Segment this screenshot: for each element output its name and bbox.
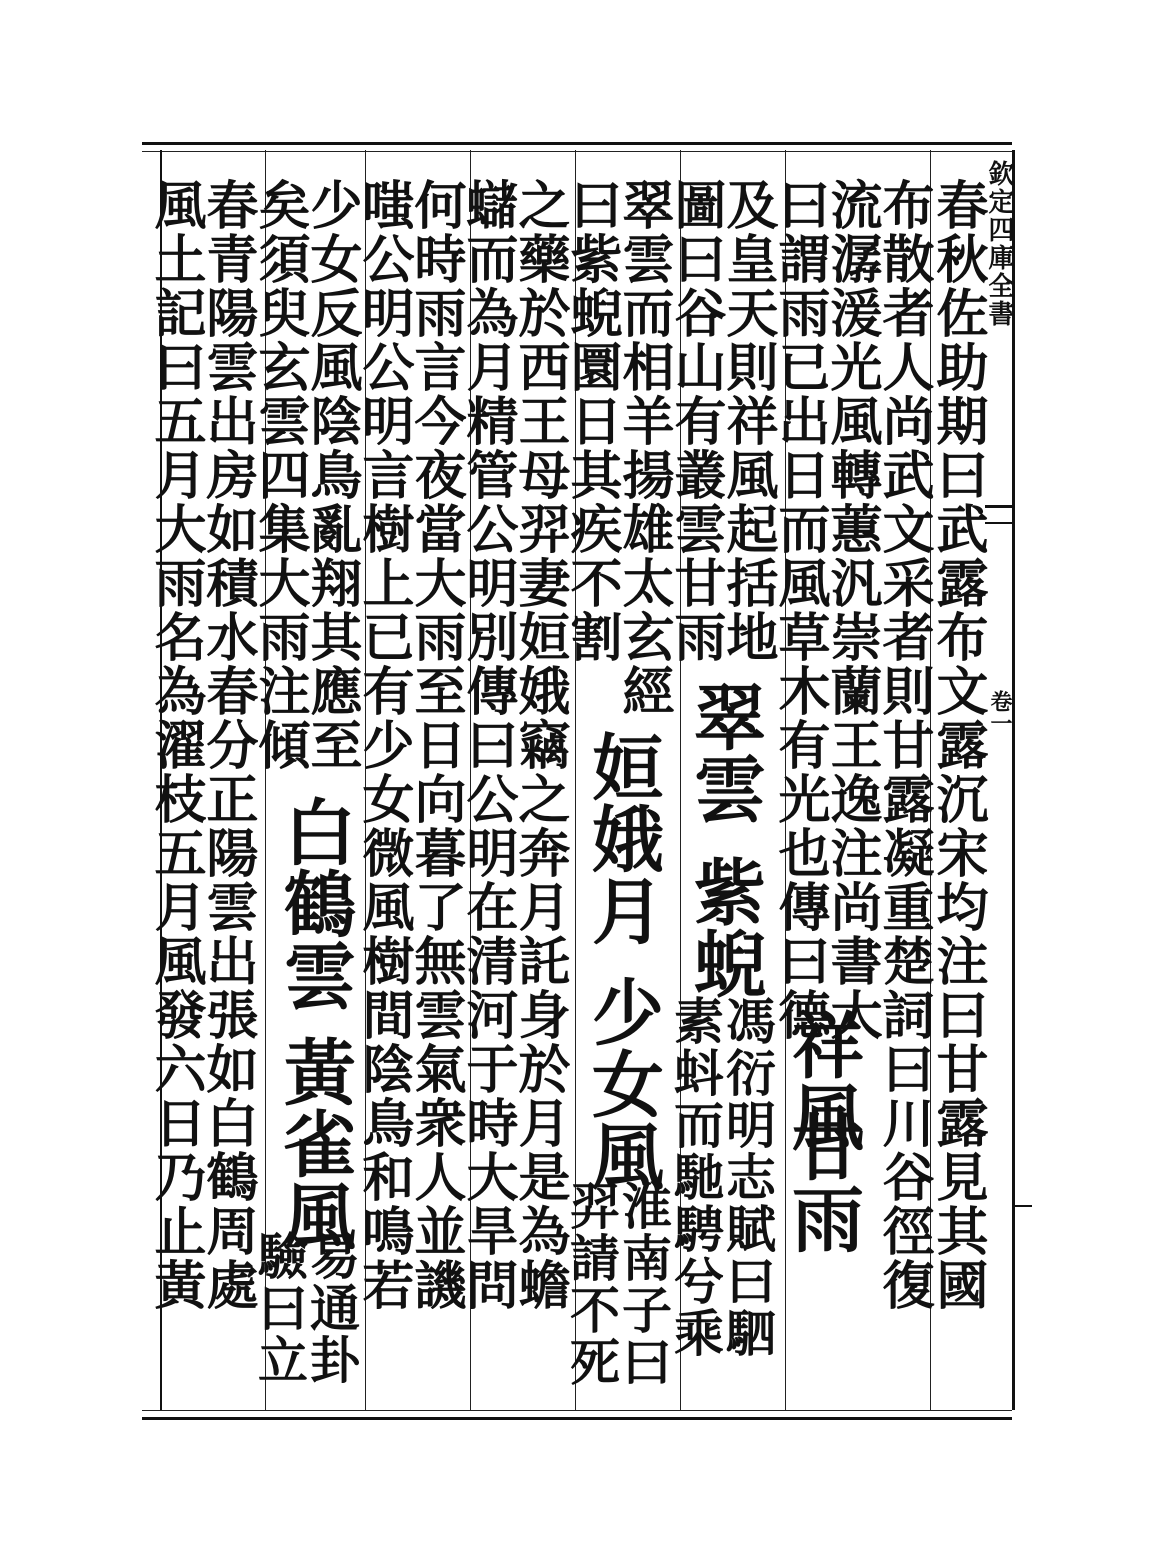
text-column-12 [354,178,412,1400]
column-text: 翠雲而相羊揚雄太玄經 [613,178,674,718]
column-text: 布散者人尚武文采者則甘露凝重楚詞曰川谷徑復 [873,178,934,1312]
right-frame-line [1012,150,1015,1410]
text-column-13-tail [302,1230,360,1400]
margin-tick-mark [1012,1205,1032,1207]
text-column-7-tail [614,1180,672,1400]
column-text-tail: 羿請不死 [562,1180,621,1388]
column-text: 少女反風陰鳥亂翔其應至 [301,178,362,772]
text-column-1 [928,178,986,1400]
text-column-11 [406,178,464,1400]
column-text: 圖曰谷山有叢雲甘雨 [665,178,726,664]
column-text-tail: 馮衍明志賦曰駟 [718,995,777,1359]
column-text-tail: 驗曰立 [250,1230,309,1386]
column-text: 流潺湲光風轉蕙汎崇蘭王逸注 [821,178,882,880]
bottom-border-rule [142,1410,1012,1420]
column-text: 之藥於西王母羿妻姮娥竊之奔月託身於月是為蟾 [509,178,570,1312]
column-text: 春秋佐助期曰武露布文露沉宋均注曰甘露見其國 [927,178,988,1312]
entry-heading-text: 紫蜺 [682,855,767,999]
column-text-tail: 傳曰德 [769,880,830,1042]
margin-book-title: 欽定四庫全書 [984,160,1014,328]
entry-heading-huangque-feng [272,1035,357,1255]
entry-heading-shaonü-feng [580,975,665,1195]
entry-heading-henge-yue [580,730,665,950]
text-column-5-tail [718,995,776,1395]
entry-heading-baihe-yun [272,795,357,1015]
text-column-16 [146,178,204,1400]
top-border-rule [142,142,1012,152]
text-column-6-tail [666,995,724,1395]
column-text-tail: 素蚪而馳騁兮乘 [666,995,725,1359]
column-text-tail: 淮南子曰 [614,1180,673,1388]
column-text: 矣須臾玄雲四集大雨注傾 [249,178,310,772]
column-text-tail: 易通卦 [302,1230,361,1386]
entry-heading-text: 姮娥月 [580,730,665,946]
text-column-8-tail [562,1180,620,1400]
margin-volume-label: 卷一 [987,690,1013,734]
entry-heading-ganyu [780,1110,865,1260]
column-text: 曰紫蜺圜日其疾不割 [561,178,622,664]
entry-heading-text: 白鶴雲 [272,795,357,1011]
entry-heading-cuiyun [682,680,767,830]
text-column-15 [198,178,256,1400]
text-column-2 [874,178,932,1400]
entry-heading-text: 黃雀風 [272,1035,357,1251]
fishtail-mark [985,505,1012,524]
text-column-14-tail [250,1230,308,1400]
entry-heading-text: 甘雨 [780,1110,865,1254]
column-text: 何時雨言今夜當大雨至日向暮了無雲氣衆人並譏 [405,178,466,1312]
column-text: 風土記曰五月大雨名為濯枝五月風發六日乃止黃 [145,178,206,1312]
text-column-10 [458,178,516,1400]
entry-heading-text: 少女風 [580,975,665,1191]
entry-heading-zini [682,855,767,1005]
column-text: 蠩而為月精管公明別傳曰公明在清河于時大旱問 [457,178,518,1312]
entry-heading-text: 翠雲 [682,680,767,824]
entry-heading-text: 祥風 [780,1008,865,1152]
text-column-9 [510,178,568,1400]
column-text: 曰謂雨已出日而風草木有光也 [769,178,830,880]
column-text: 嗤公明公明言樹上已有少女微風樹間陰鳥和鳴若 [353,178,414,1312]
column-text: 春青陽雲出房如積水春分正陽雲出張如白鶴周處 [197,178,258,1312]
column-text: 及皇天則祥風起括地 [717,178,778,664]
column-text-tail: 尚書大 [821,880,882,1042]
